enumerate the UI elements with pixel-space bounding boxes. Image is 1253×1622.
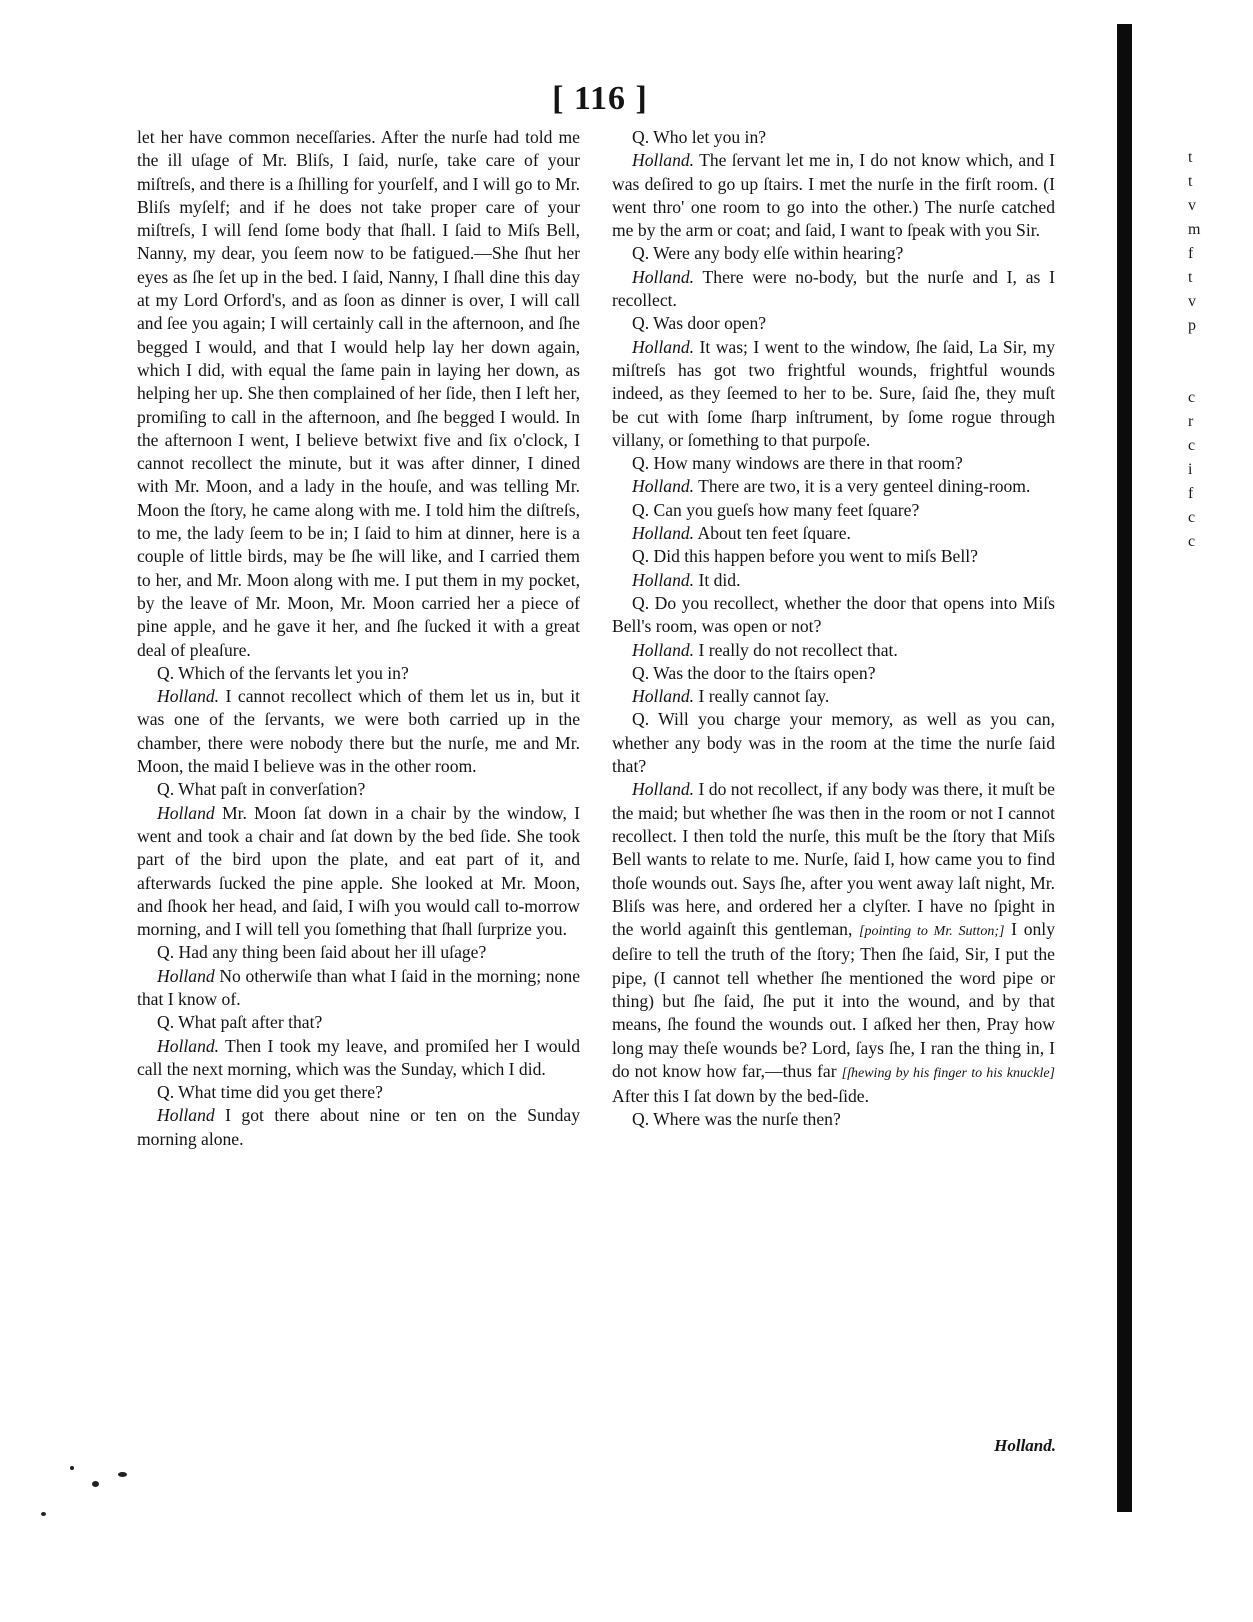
paragraph-text: I really cannot ſay. (694, 686, 830, 707)
edge-fragment: r (1188, 413, 1194, 430)
paragraph (612, 708, 1055, 778)
paragraph-text: It did. (694, 569, 741, 590)
answer-paragraph (137, 965, 580, 1012)
answer-paragraph (612, 569, 1055, 592)
paragraph-text: Then I took my leave, and promiſed her I would call the next morning, which was the Sunday, which I did. (137, 1035, 580, 1079)
paragraph-text: Q. Do you recollect, whether the door that opens into Miſs Bell's room, was open or not? (612, 592, 1055, 637)
paragraph-text: There were no-body, but the nurſe and I, as I recollect. (612, 266, 1055, 311)
catchword: Holland. (994, 1436, 1056, 1455)
paragraph-text: Q. What paſt after that? (157, 1012, 323, 1033)
paragraph (612, 1108, 1055, 1131)
speaker-name: Holland. (157, 1035, 220, 1056)
speaker-name: Holland (157, 1105, 215, 1126)
ink-speck (70, 1466, 74, 1470)
speaker-name: Holland (157, 965, 215, 986)
edge-fragment: t (1188, 149, 1193, 166)
paragraph-text: It was; I went to the window, ſhe ſaid, La Sir, my miſtreſs has got two frightful wounds, frightful wounds indeed, as they ſeemed to her to be. Sure, ſaid ſhe, they muſt be cut with ſome ſharp inſtrument, by ſome rogue through villany, or ſomething to that purpoſe. (612, 336, 1055, 450)
speaker-name: Holland. (632, 779, 695, 800)
answer-paragraph (137, 802, 580, 942)
edge-fragment (1188, 338, 1228, 362)
edge-fragment: v (1188, 293, 1196, 310)
edge-fragment: c (1188, 533, 1196, 550)
paragraph (137, 941, 580, 964)
page-number: [ 116 ] (552, 80, 648, 117)
edge-fragment: m (1188, 221, 1201, 238)
paragraph-text: Q. What time did you get there? (157, 1082, 383, 1103)
paragraph (612, 312, 1055, 335)
answer-paragraph (612, 522, 1055, 545)
answer-paragraph (612, 149, 1055, 242)
answer-paragraph (612, 475, 1055, 498)
paragraph-text: Mr. Moon ſat down in a chair by the window, I went and took a chair and ſat down by the bed ſide. She took part of the bird upon the plate, and eat part of it, and afterwards ſucked the pine apple. She looked at Mr. Moon, and ſhook her head, and ſaid, I wiſh you would call to-morrow morning, and I will tell you ſomething that ſhall ſurprize you. (137, 802, 580, 940)
ink-speck (41, 1512, 46, 1516)
edge-fragment: c (1188, 437, 1196, 454)
paragraph-text: I got there about nine or ten on the Sunday morning alone. (137, 1105, 580, 1149)
speaker-name: Holland. (157, 686, 220, 707)
paragraph-text: There are two, it is a very genteel dining-room. (694, 476, 1031, 497)
answer-paragraph (137, 685, 580, 778)
answer-paragraph (612, 266, 1055, 313)
speaker-name: Holland. (632, 569, 695, 590)
paragraph-text: Q. How many windows are there in that room? (632, 453, 963, 474)
paragraph-text: Q. Did this happen before you went to miſs Bell? (632, 546, 978, 567)
facing-page-edge-text (1188, 146, 1228, 554)
speaker-name: Holland. (632, 336, 695, 357)
edge-fragment: f (1188, 245, 1194, 262)
paragraph (612, 126, 1055, 149)
speaker-name: Holland. (632, 476, 695, 497)
paragraph-text: Q. What paſt in converſation? (157, 779, 366, 800)
answer-paragraph (137, 1104, 580, 1151)
paragraph (612, 242, 1055, 265)
page-edge-shadow (1117, 24, 1132, 1512)
edge-fragment: p (1188, 317, 1196, 334)
paragraph (612, 452, 1055, 475)
paragraph (137, 662, 580, 685)
speaker-name: Holland. (632, 523, 695, 544)
edge-fragment: t (1188, 173, 1193, 190)
paragraph (612, 662, 1055, 685)
speaker-name: Holland. (632, 150, 695, 171)
edge-fragment: t (1188, 269, 1193, 286)
left-column (137, 126, 580, 1151)
paragraph (137, 1011, 580, 1034)
paragraph-text: I cannot recollect which of them let us in, but it was one of the ſervants, we were both carried up in the chamber, there were nobody there but the nurſe, me and Mr. Moon, the maid I believe was in the other room. (137, 686, 580, 777)
stage-direction: [pointing to Mr. Sutton;] (859, 924, 1005, 940)
paragraph (612, 545, 1055, 568)
answer-paragraph (612, 336, 1055, 452)
stage-direction: [ſhewing by his finger to his knuckle] (841, 1065, 1055, 1081)
paragraph-text: Q. Were any body elſe within hearing? (632, 243, 904, 264)
paragraph (612, 592, 1055, 639)
speaker-name: Holland. (632, 686, 695, 707)
paragraph-text: Q. Where was the nurſe then? (632, 1109, 841, 1130)
paragraph (137, 1081, 580, 1104)
paragraph (137, 778, 580, 801)
paragraph-text: I only deſire to tell the truth of the ſtory; Then ſhe ſaid, Sir, I put the pipe, (I cannot tell whether ſhe mentioned the word pipe or thing) but ſhe ſaid, ſhe put it into the wound, and by that means, ſhe found the wounds out. I aſked her then, Pray how long may theſe wounds be? Lord, ſays ſhe, I ran the thing in, I do not know how far,—thus far (612, 919, 1055, 1081)
ink-speck (92, 1481, 99, 1487)
ink-speck (118, 1472, 127, 1477)
edge-fragment: c (1188, 509, 1196, 526)
paragraph-text: Q. Can you gueſs how many feet ſquare? (632, 499, 920, 520)
paragraph-text: I really do not recollect that. (694, 639, 898, 660)
paragraph-text: Q. Had any thing been ſaid about her ill uſage? (157, 942, 487, 963)
right-column (612, 126, 1055, 1132)
edge-fragment: f (1188, 485, 1194, 502)
paragraph-text: After this I ſat down by the bed-ſide. (612, 1086, 869, 1107)
paragraph-text: Q. Will you charge your memory, as well as you can, whether any body was in the room at the time the nurſe ſaid that? (612, 709, 1055, 777)
answer-paragraph (612, 778, 1055, 1108)
edge-fragment: v (1188, 197, 1196, 214)
edge-fragment: c (1188, 389, 1196, 406)
paragraph-text: Q. Who let you in? (632, 127, 767, 147)
paragraph-text: I do not recollect, if any body was there, it muſt be the maid; but whether ſhe was then in the room or not I cannot recollect. I then told the nurſe, this muſt be the ſtory that Miſs Bell wants to relate to me. Nurſe, ſaid I, how came you to find thoſe wounds out. Says ſhe, after you went away laſt night, Mr. Bliſs was here, and ordered her a clyſter. I have no ſpight in the world againſt this gentleman, (612, 779, 1055, 940)
answer-paragraph (612, 685, 1055, 708)
answer-paragraph (137, 1035, 580, 1082)
paragraph-text: Q. Was door open? (632, 313, 767, 334)
speaker-name: Holland (157, 802, 215, 823)
paragraph-text: About ten feet ſquare. (694, 523, 851, 544)
speaker-name: Holland. (632, 266, 695, 287)
paragraph-text: Q. Was the door to the ſtairs open? (632, 662, 876, 683)
answer-paragraph (612, 639, 1055, 662)
paragraph (137, 126, 580, 662)
edge-fragment: i (1188, 461, 1193, 478)
paragraph-text: let her have common neceſſaries. After the nurſe had told me the ill uſage of Mr. Bliſs, I ſaid, nurſe, take care of your miſtreſs, and there is a ſhilling for yourſelf, and I will go to Mr. Bliſs myſelf; and if he does not take proper care of your miſtreſs, I will ſend ſome body that ſhall. I ſaid to Miſs Bell, Nanny, my dear, you ſeem now to be fatigued.—She ſhut her eyes as ſhe ſet up in the bed. I ſaid, Nanny, I ſhall dine this day at my Lord Orford's, and as ſoon as dinner is over, I will call and ſee you again; I will certainly call in the afternoon, and ſhe begged I would, and that I would help lay her down again, which I did, with equal the ſame pain in laying her down, as helping her up. She then complained of her ſide, then I left her, promiſing to call in the afternoon, and ſhe begged I would. In the afternoon I went, I believe betwixt five and ſix o'clock, I cannot recollect the minute, but it was after dinner, I dined with Mr. Moon, and a lady in the houſe, and was telling Mr. Moon the ſtory, he came along with me. I told him the diſtreſs, to me, the lady ſeem to be in; I ſaid to him at dinner, here is a couple of little birds, may be ſhe will like, and I carried them to her, and Mr. Moon along with me. I put them in my pocket, by the leave of Mr. Moon, Mr. Moon carried her a piece of pine apple, and he gave it her, and ſhe ſucked it with a great deal of pleaſure. (137, 127, 580, 660)
speaker-name: Holland. (632, 639, 695, 660)
edge-fragment (1188, 362, 1228, 386)
paragraph (612, 499, 1055, 522)
paragraph-text: The ſervant let me in, I do not know which, and I was deſired to go up ſtairs. I met the nurſe in the firſt room. (I went thro' one room to go into the other.) The nurſe catched me by the arm or coat; and ſaid, I want to ſpeak with you Sir. (612, 150, 1055, 241)
paragraph-text: No otherwiſe than what I ſaid in the morning; none that I know of. (137, 965, 580, 1009)
paragraph-text: Q. Which of the ſervants let you in? (157, 662, 409, 683)
